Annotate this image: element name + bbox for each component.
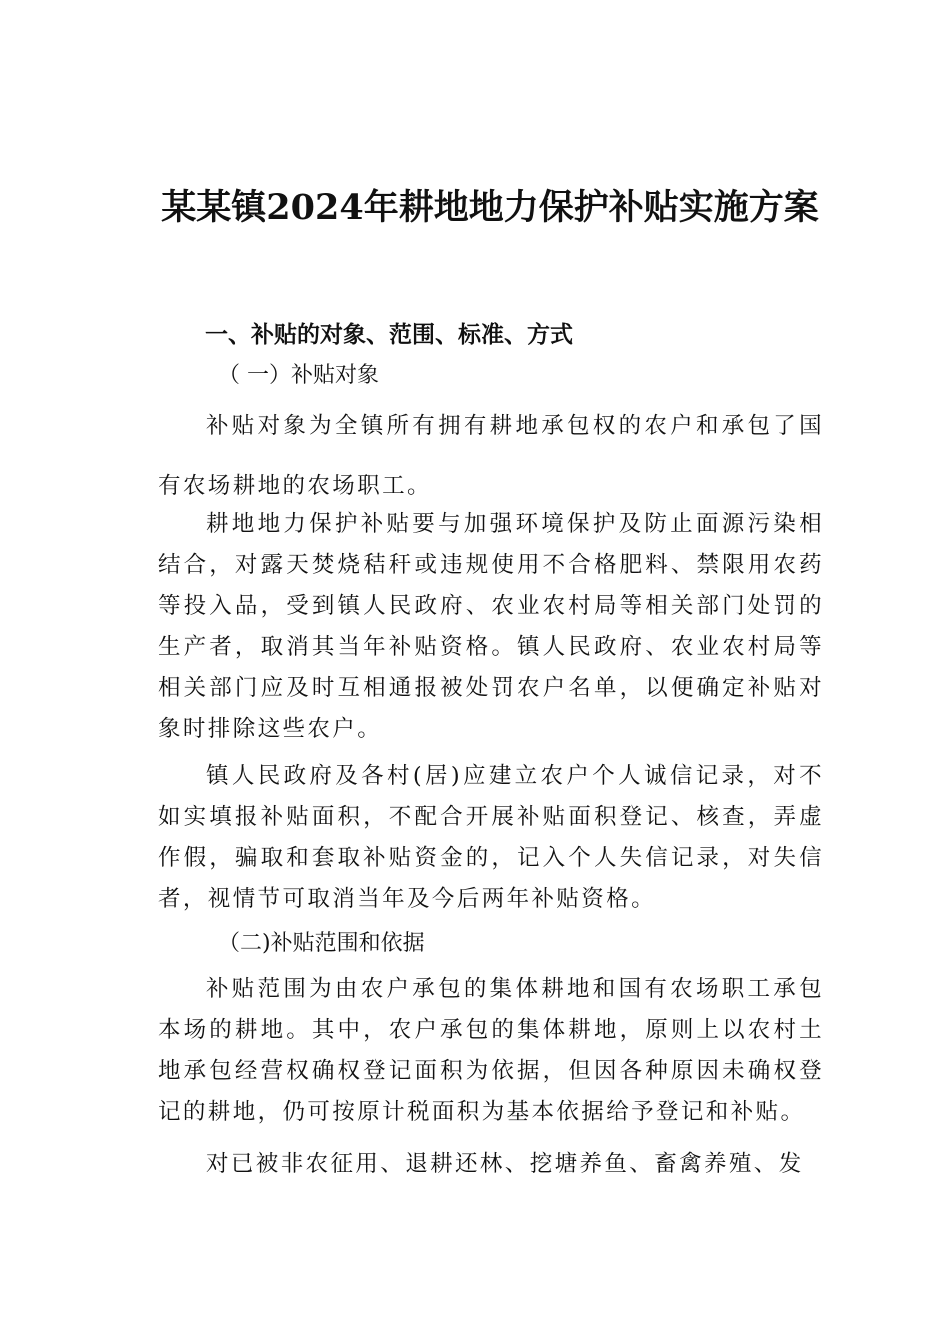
body-paragraph: 镇人民政府及各村(居)应建立农户个人诚信记录，对不如实填报补贴面积，不配合开展补贴面积登记、核查，弄虚作假，骗取和套取补贴资金的，记入个人失信记录，对失信者，视情节可取消当年及今后两年补贴资格。 — [158, 763, 824, 912]
body-paragraph: 补贴范围为由农户承包的集体耕地和国有农场职工承包本场的耕地。其中，农户承包的集体耕地，原则上以农村土地承包经营权确权登记面积为依据，但因各种原因未确权登记的耕地，仍可按原计税面积为基本依据给予登记和补贴。 — [158, 976, 824, 1125]
section-heading: 一、补贴的对象、范围、标准、方式 — [205, 322, 573, 348]
subsection-heading: （ 一）补贴对象 — [218, 363, 379, 388]
document-title: 某某镇2024年耕地地力保护补贴实施方案 — [161, 187, 819, 228]
body-paragraph: 耕地地力保护补贴要与加强环境保护及防止面源污染相结合，对露天焚烧秸秆或违规使用不合格肥料、禁限用农药等投入品，受到镇人民政府、农业农村局等相关部门处罚的生产者，取消其当年补贴资格。镇人民政府、农业农村局等相关部门应及时互相通报被处罚农户名单，以便确定补贴对象时排除这些农户。 — [158, 511, 824, 742]
subsection-heading: （二)补贴范围和依据 — [218, 931, 425, 956]
body-paragraph: 对已被非农征用、退耕还林、挖塘养鱼、畜禽养殖、发 — [206, 1151, 804, 1177]
body-paragraph: 补贴对象为全镇所有拥有耕地承包权的农户和承包了国有农场耕地的农场职工。 — [158, 413, 824, 499]
